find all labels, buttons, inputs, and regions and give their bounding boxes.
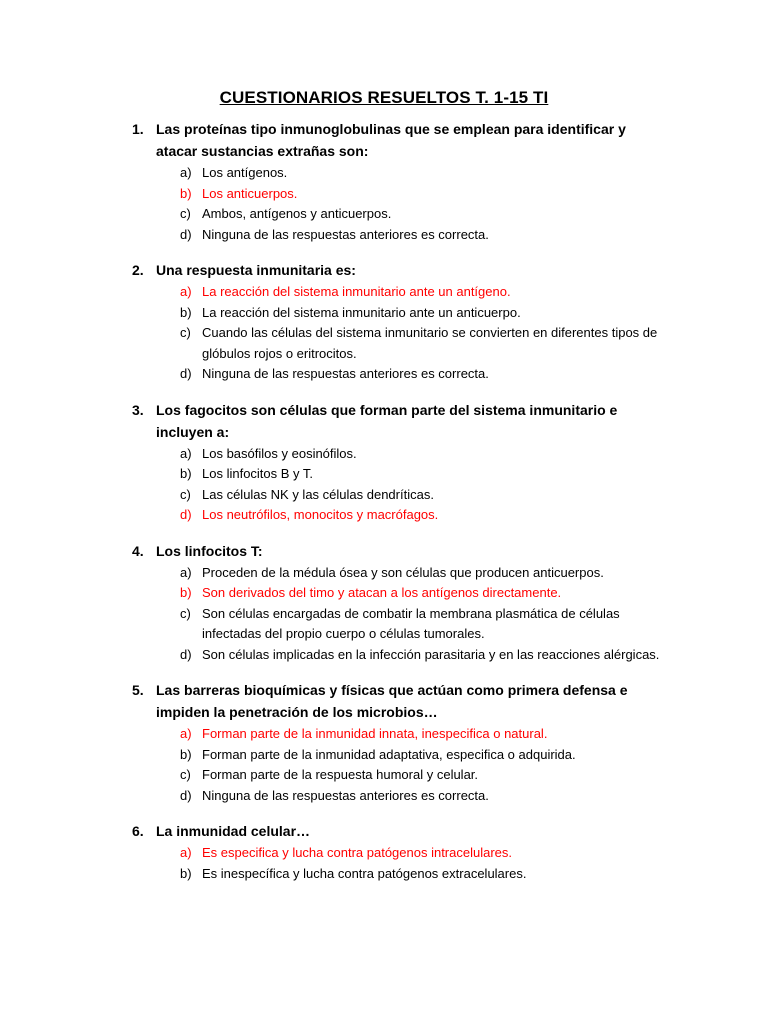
option-text: Ninguna de las respuestas anteriores es correcta. xyxy=(202,366,489,381)
option-letter: c) xyxy=(180,206,191,221)
option-letter: b) xyxy=(180,865,192,881)
option-letter: a) xyxy=(180,284,192,299)
option-letter: b) xyxy=(180,585,192,600)
answer-options xyxy=(0,563,768,666)
option-text: Forman parte de la inmunidad adaptativa, especifica o adquirida. xyxy=(202,746,576,762)
option-text: Los neutrófilos, monocitos y macrófagos. xyxy=(202,507,439,522)
question-3 xyxy=(0,399,768,526)
answer-options xyxy=(0,444,768,526)
answer-option xyxy=(0,163,768,184)
question-number: 2. xyxy=(132,262,144,278)
question-text: Las barreras bioquímicas y físicas que actúan como primera defensa e impiden la penetración de los microbios… xyxy=(156,682,628,720)
question-6 xyxy=(0,820,768,884)
option-letter: c) xyxy=(180,486,191,502)
answer-option xyxy=(0,444,768,465)
question-number: 6. xyxy=(132,823,144,839)
option-text: Cuando las células del sistema inmunitario se convierten en diferentes tipos de glóbulos rojos o eritrocitos. xyxy=(202,325,658,361)
question-text: Los linfocitos T: xyxy=(156,542,263,559)
option-text: La reacción del sistema inmunitario ante un anticuerpo. xyxy=(202,304,521,320)
question-number: 3. xyxy=(132,401,144,418)
option-text: Las células NK y las células dendríticas. xyxy=(202,486,434,502)
option-text: Forman parte de la respuesta humoral y celular. xyxy=(202,767,479,782)
option-letter: d) xyxy=(180,507,192,522)
answer-option xyxy=(0,745,768,766)
answer-options xyxy=(0,843,768,884)
correct-answer-option xyxy=(0,583,768,604)
option-text: Ninguna de las respuestas anteriores es correcta. xyxy=(202,787,489,803)
question-text: Los fagocitos son células que forman parte del sistema inmunitario e incluyen a: xyxy=(156,401,618,440)
answer-option xyxy=(0,604,768,645)
option-letter: c) xyxy=(180,325,191,340)
correct-answer-option xyxy=(0,282,768,303)
answer-option xyxy=(0,364,768,385)
option-text: Es inespecífica y lucha contra patógenos extracelulares. xyxy=(202,865,527,881)
option-text: Forman parte de la inmunidad innata, inespecifica o natural. xyxy=(202,726,548,741)
answer-option xyxy=(0,765,768,786)
option-letter: b) xyxy=(180,746,192,762)
answer-option xyxy=(0,204,768,225)
option-letter: d) xyxy=(180,787,192,803)
answer-option xyxy=(0,485,768,506)
option-text: Los antígenos. xyxy=(202,165,288,180)
correct-answer-option xyxy=(0,843,768,864)
question-1 xyxy=(0,118,768,245)
option-text: Ninguna de las respuestas anteriores es correcta. xyxy=(202,226,489,242)
option-letter: a) xyxy=(180,165,192,180)
question-list xyxy=(0,118,768,898)
answer-options xyxy=(0,282,768,385)
correct-answer-option xyxy=(0,505,768,526)
question-text: La inmunidad celular… xyxy=(156,823,311,839)
option-text: La reacción del sistema inmunitario ante un antígeno. xyxy=(202,284,511,299)
correct-answer-option xyxy=(0,184,768,205)
question-4 xyxy=(0,540,768,666)
option-letter: d) xyxy=(180,366,192,381)
option-text: Los basófilos y eosinófilos. xyxy=(202,445,357,461)
answer-option xyxy=(0,225,768,246)
option-letter: d) xyxy=(180,646,192,662)
answer-option xyxy=(0,786,768,807)
option-letter: b) xyxy=(180,304,192,320)
option-text: Proceden de la médula ósea y son células que producen anticuerpos. xyxy=(202,564,604,580)
question-2 xyxy=(0,259,768,385)
option-text: Es especifica y lucha contra patógenos intracelulares. xyxy=(202,845,513,860)
option-letter: a) xyxy=(180,445,192,461)
document-title: CUESTIONARIOS RESUELTOS T. 1-15 TI xyxy=(219,88,549,107)
option-letter: a) xyxy=(180,726,192,741)
answer-option xyxy=(0,864,768,885)
option-text: Son células encargadas de combatir la membrana plasmática de células infectadas del propio cuerpo o células tumorales. xyxy=(202,605,620,641)
question-text: Una respuesta inmunitaria es: xyxy=(156,262,356,278)
correct-answer-option xyxy=(0,724,768,745)
option-letter: b) xyxy=(180,466,192,481)
option-letter: a) xyxy=(180,845,192,860)
option-text: Son derivados del timo y atacan a los antígenos directamente. xyxy=(202,585,562,600)
answer-options xyxy=(0,163,768,245)
question-number: 1. xyxy=(132,121,144,137)
answer-option xyxy=(0,323,768,364)
option-letter: c) xyxy=(180,605,191,621)
answer-option xyxy=(0,464,768,485)
question-number: 4. xyxy=(132,542,144,559)
question-5 xyxy=(0,679,768,806)
option-letter: a) xyxy=(180,564,192,580)
option-letter: b) xyxy=(180,185,192,201)
option-text: Son células implicadas en la infección parasitaria y en las reacciones alérgicas. xyxy=(202,646,660,662)
option-letter: d) xyxy=(180,226,192,242)
option-text: Los anticuerpos. xyxy=(202,185,298,201)
question-text: Las proteínas tipo inmunoglobulinas que se emplean para identificar y atacar sustancias extrañas son: xyxy=(156,121,626,159)
option-text: Los linfocitos B y T. xyxy=(202,466,314,481)
answer-option xyxy=(0,563,768,584)
option-letter: c) xyxy=(180,767,191,782)
answer-option xyxy=(0,303,768,324)
answer-option xyxy=(0,645,768,666)
question-number: 5. xyxy=(132,682,144,698)
option-text: Ambos, antígenos y anticuerpos. xyxy=(202,206,392,221)
answer-options xyxy=(0,724,768,806)
